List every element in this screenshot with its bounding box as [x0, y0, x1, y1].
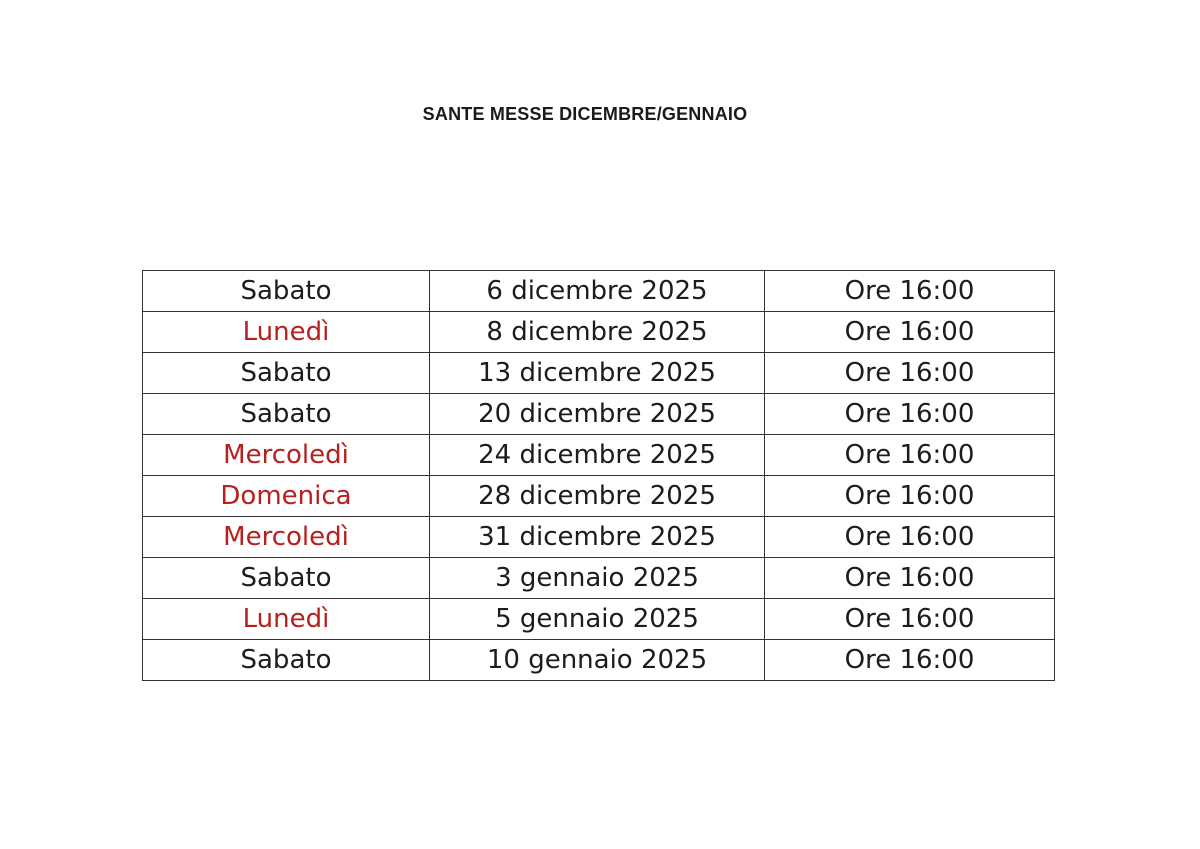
time-cell: Ore 16:00 — [765, 435, 1055, 476]
date-cell: 24 dicembre 2025 — [430, 435, 765, 476]
table-row — [143, 435, 1055, 476]
table-row — [143, 476, 1055, 517]
date-cell: 10 gennaio 2025 — [430, 640, 765, 681]
day-cell: Mercoledì — [143, 517, 430, 558]
time-cell: Ore 16:00 — [765, 394, 1055, 435]
time-cell: Ore 16:00 — [765, 353, 1055, 394]
date-cell: 3 gennaio 2025 — [430, 558, 765, 599]
time-cell: Ore 16:00 — [765, 599, 1055, 640]
day-cell: Lunedì — [143, 599, 430, 640]
day-cell: Domenica — [143, 476, 430, 517]
date-cell: 20 dicembre 2025 — [430, 394, 765, 435]
table-row — [143, 353, 1055, 394]
date-cell: 8 dicembre 2025 — [430, 312, 765, 353]
date-cell: 28 dicembre 2025 — [430, 476, 765, 517]
date-cell: 31 dicembre 2025 — [430, 517, 765, 558]
page-title: SANTE MESSE DICEMBRE/GENNAIO — [422, 104, 748, 124]
time-cell: Ore 16:00 — [765, 640, 1055, 681]
day-cell: Sabato — [143, 353, 430, 394]
mass-schedule-table — [142, 270, 1055, 681]
table-row — [143, 394, 1055, 435]
day-cell: Lunedì — [143, 312, 430, 353]
date-cell: 6 dicembre 2025 — [430, 271, 765, 312]
day-cell: Sabato — [143, 640, 430, 681]
table-row — [143, 558, 1055, 599]
table-row — [143, 640, 1055, 681]
table-row — [143, 312, 1055, 353]
time-cell: Ore 16:00 — [765, 271, 1055, 312]
time-cell: Ore 16:00 — [765, 476, 1055, 517]
date-cell: 5 gennaio 2025 — [430, 599, 765, 640]
table-row — [143, 271, 1055, 312]
time-cell: Ore 16:00 — [765, 558, 1055, 599]
table-row — [143, 599, 1055, 640]
time-cell: Ore 16:00 — [765, 517, 1055, 558]
day-cell: Sabato — [143, 558, 430, 599]
day-cell: Sabato — [143, 271, 430, 312]
day-cell: Sabato — [143, 394, 430, 435]
table-row — [143, 517, 1055, 558]
date-cell: 13 dicembre 2025 — [430, 353, 765, 394]
day-cell: Mercoledì — [143, 435, 430, 476]
time-cell: Ore 16:00 — [765, 312, 1055, 353]
